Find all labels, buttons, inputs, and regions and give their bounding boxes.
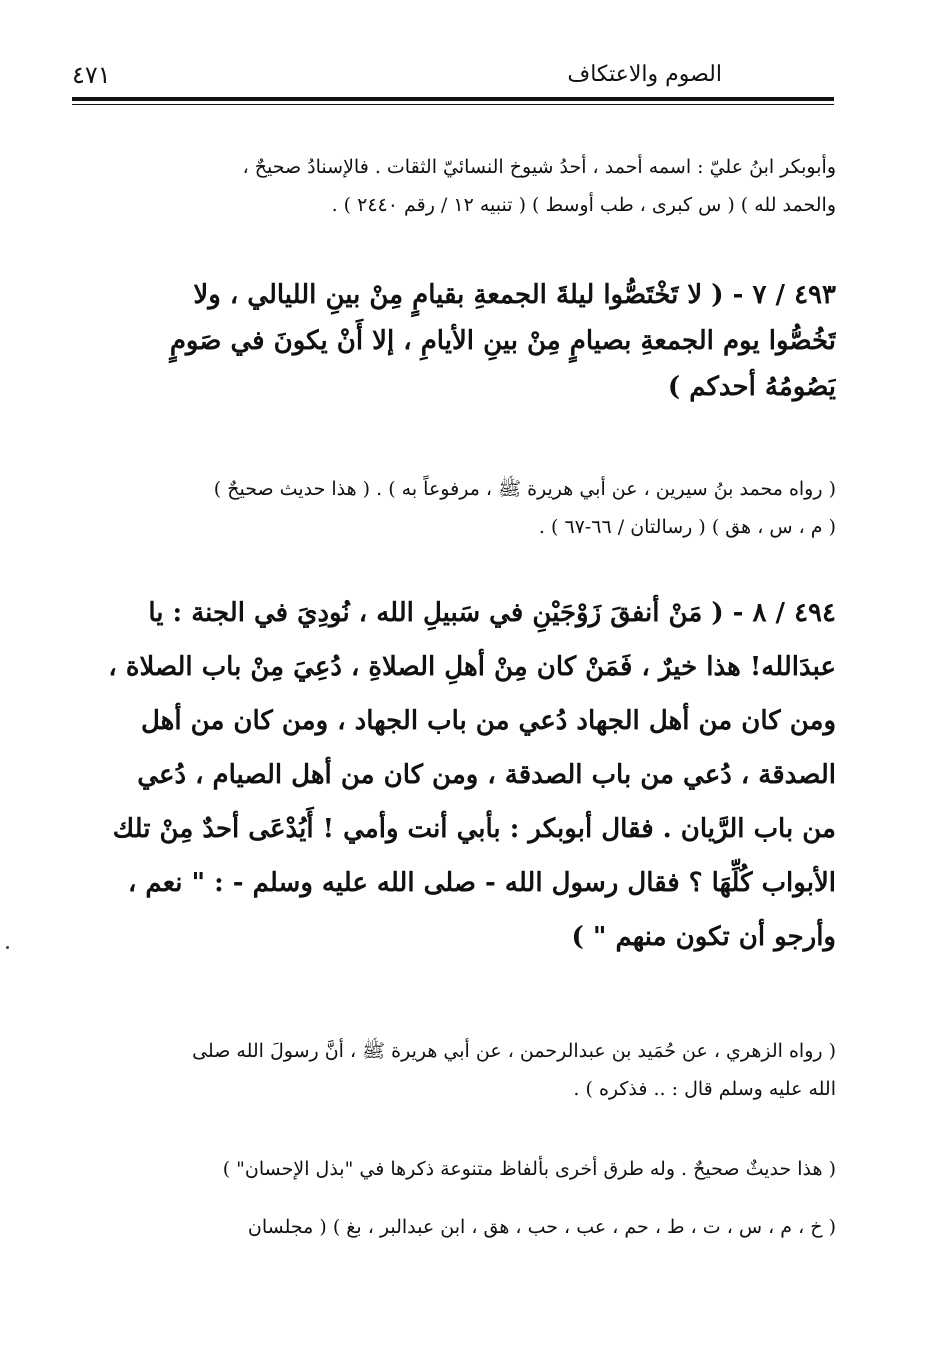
text-line: ( م ، س ، هق ) ( رسالتان / ٦٦-٦٧ ) . (538, 516, 836, 538)
hadith-line: تَخُصُّوا يوم الجمعةِ بصيامٍ مِنْ بينِ الأيامِ ، إلا أَنْ يكونَ في صَومٍ (169, 326, 836, 356)
text-line: الله عليه وسلم قال : .. فذكره ) . (573, 1078, 836, 1100)
text-line: وأبوبكر ابنُ عليّ : اسمه أحمد ، أحدُ شيوخ النسائيّ الثقات . فالإسنادُ صحيحٌ ، (242, 156, 836, 178)
hadith-line: من باب الرَّيان . فقال أبوبكر : بأبي أنت وأمي ! أَيُدْعَى أحدٌ مِنْ تلك (112, 814, 836, 844)
hadith-line: ٤٩٣ / ٧ - ( لا تَخْتَصُّوا ليلةَ الجمعةِ بقيامٍ مِنْ بينِ الليالي ، ولا (193, 280, 836, 310)
commentary-block-1 (76, 148, 836, 224)
text-line: ( رواه الزهري ، عن حُمَيد بن عبدالرحمن ، عن أبي هريرة ﷺ ، أنَّ رسولَ الله صلى (192, 1040, 836, 1062)
hadith-line: عبدَالله! هذا خيرٌ ، فَمَنْ كان مِنْ أهلِ الصلاةِ ، دُعِيَ مِنْ باب الصلاة ، (108, 652, 836, 682)
hadith-line: وأرجو أن تكون منهم " ) (571, 922, 836, 952)
header-rule-thick (72, 97, 834, 101)
header-rule-thin (72, 104, 834, 105)
hadith-line: يَصُومُهُ أحدكم ) (667, 372, 836, 402)
page-number: ٤٧١ (72, 61, 111, 89)
running-header (72, 60, 834, 94)
hadith-line: الصدقة ، دُعي من باب الصدقة ، ومن كان من أهل الصيام ، دُعي (137, 760, 836, 790)
hadith-line: ومن كان من أهل الجهاد دُعي من باب الجهاد ، ومن كان من أهل (140, 706, 836, 736)
text-line: والحمد لله ) ( س كبرى ، طب أوسط ) ( تنبيه ١٢ / رقم ٢٤٤٠ ) . (331, 194, 836, 216)
hadith-line: ٤٩٤ / ٨ - ( مَنْ أنفقَ زَوْجَيْنِ في سَبيلِ الله ، نُودِيَ في الجنة : يا (148, 598, 836, 628)
text-line: ( رواه محمد بنُ سيرين ، عن أبي هريرة ﷺ ، مرفوعاً به ) . ( هذا حديث صحيحٌ ) (213, 478, 836, 500)
text-line: ( خ ، م ، س ، ت ، ط ، حم ، عب ، حب ، هق ، ابن عبدالبر ، بغ ) ( مجلسان (247, 1216, 836, 1238)
commentary-block-2 (76, 470, 836, 546)
commentary-block-3 (76, 1032, 836, 1108)
chapter-title: الصوم والاعتكاف (567, 62, 722, 87)
commentary-block-4 (76, 1150, 836, 1188)
commentary-block-5 (76, 1208, 836, 1246)
hadith-494 (76, 586, 836, 964)
text-line: ( هذا حديثٌ صحيحٌ . وله طرق أخرى بألفاظ متنوعة ذكرها في "بذل الإحسان" ) (222, 1158, 836, 1180)
scan-speck (6, 946, 9, 949)
hadith-493 (76, 272, 836, 410)
hadith-line: الأبواب كُلِّهَا ؟ فقال رسول الله - صلى الله عليه وسلم - : " نعم ، (127, 868, 836, 898)
